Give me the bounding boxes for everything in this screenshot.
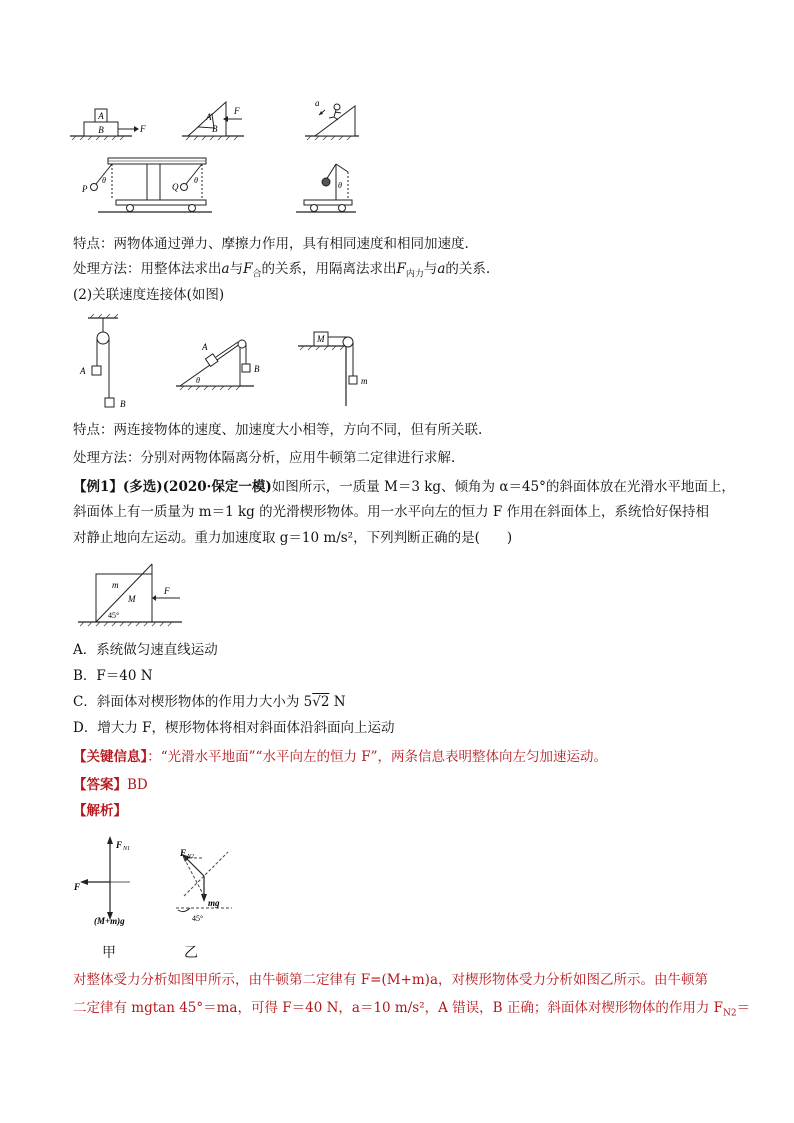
svg-text:F: F [74, 882, 81, 892]
svg-text:F: F [164, 586, 170, 596]
svg-text:m: m [361, 376, 368, 386]
option-c: C．斜面体对楔形物体的作用力大小为 5√2 N [73, 694, 346, 710]
svg-text:F: F [234, 106, 240, 116]
svg-text:A: A [80, 366, 86, 376]
answer-line: 【答案】BD [73, 777, 148, 793]
svg-text:θ: θ [102, 176, 106, 185]
svg-text:θ: θ [194, 176, 198, 185]
feature-1: 特点：两物体通过弹力、摩擦力作用，具有相同速度和相同加速度. [73, 236, 469, 252]
svg-text:A: A [206, 112, 212, 122]
label-B: B [98, 125, 104, 135]
feature-2: 特点：两连接物体的速度、加速度大小相等，方向不同，但有所关联. [73, 422, 483, 438]
svg-text:B: B [120, 399, 126, 409]
caption-jia: 甲 [102, 945, 116, 961]
svg-text:B: B [254, 364, 260, 374]
svg-text:θ: θ [196, 376, 200, 385]
svg-text:m: m [112, 580, 119, 590]
svg-text:45°: 45° [108, 611, 120, 620]
label-Q: Q [172, 182, 179, 192]
label-F: F [140, 124, 146, 134]
incline-pulley-figure [176, 334, 266, 394]
svg-text:N1: N1 [123, 846, 131, 852]
heading-2: (2)关联速度连接体(如图) [73, 287, 225, 303]
method-2: 处理方法：分别对两物体隔离分析，应用牛顿第二定律进行求解. [73, 450, 456, 466]
example-line-3: 对静止地向左运动。重力加速度取 g＝10 m/s²，下列判断正确的是( ) [73, 530, 513, 546]
svg-text:A: A [202, 342, 208, 352]
answer-value: BD [127, 777, 148, 793]
option-a: A．系统做匀速直线运动 [73, 642, 218, 658]
table-pulley-figure [298, 326, 378, 406]
cart-with-ball-figure [296, 158, 358, 216]
solution-line-2: 二定律有 mgtan 45°＝ma，可得 F＝40 N，a＝10 m/s²，A 错误，B 正确；斜面体对楔形物体的作用力 $F_{N2}=$ [73, 1000, 751, 1019]
person-on-incline-figure [305, 96, 365, 142]
example-wedge-figure [78, 560, 188, 630]
svg-text:M: M [128, 594, 136, 604]
force-diagram-yi [170, 840, 260, 924]
svg-text:mg: mg [208, 898, 220, 908]
svg-text:a: a [315, 98, 320, 108]
option-d: D．增大力 F，楔形物体将相对斜面体沿斜面向上运动 [73, 720, 395, 736]
example-tag: 【例1】(多选)(2020·保定一模) [73, 479, 272, 495]
method-1: 处理方法：用整体法求出a与$F_合$的关系，用隔离法求出$F_{内力}$与a的关系. [73, 261, 491, 280]
cart-with-pendulums-figure [72, 150, 222, 216]
svg-text:B: B [212, 124, 218, 134]
example-line-1: 【例1】(多选)(2020·保定一模)如图所示，一质量 M＝3 kg、倾角为 α＝45°的斜面体放在光滑水平地面上， [73, 479, 735, 495]
caption-yi: 乙 [184, 945, 198, 961]
svg-text:F: F [180, 848, 187, 858]
pulley-hanging-figure [78, 314, 138, 414]
svg-text:45°: 45° [192, 914, 204, 923]
label-P: P [82, 184, 88, 194]
svg-text:N2: N2 [187, 854, 195, 860]
example-line-2: 斜面体上有一质量为 m＝1 kg 的光滑楔形物体。用一水平向左的恒力 F 作用在斜面体上，系统恰好保持相 [73, 504, 710, 520]
svg-text:F: F [116, 840, 123, 850]
key-info: 【关键信息】：“光滑水平地面”“水平向左的恒力 F”，两条信息表明整体向左匀加速运动。 [73, 749, 608, 765]
label-A: A [98, 111, 104, 121]
svg-text:(M+m)g: (M+m)g [94, 916, 125, 926]
force-diagram-jia [70, 834, 160, 926]
svg-text:M: M [317, 334, 325, 344]
svg-text:θ: θ [338, 181, 342, 190]
solution-line-1: 对整体受力分析如图甲所示，由牛顿第二定律有 F=(M+m)a，对楔形物体受力分析如图乙所示。由牛顿第 [73, 972, 708, 988]
wedge-on-wedge-figure [182, 100, 262, 142]
stacked-blocks-figure [70, 104, 150, 140]
analysis-heading: 【解析】 [73, 803, 127, 819]
option-b: B．F＝40 N [73, 668, 153, 684]
